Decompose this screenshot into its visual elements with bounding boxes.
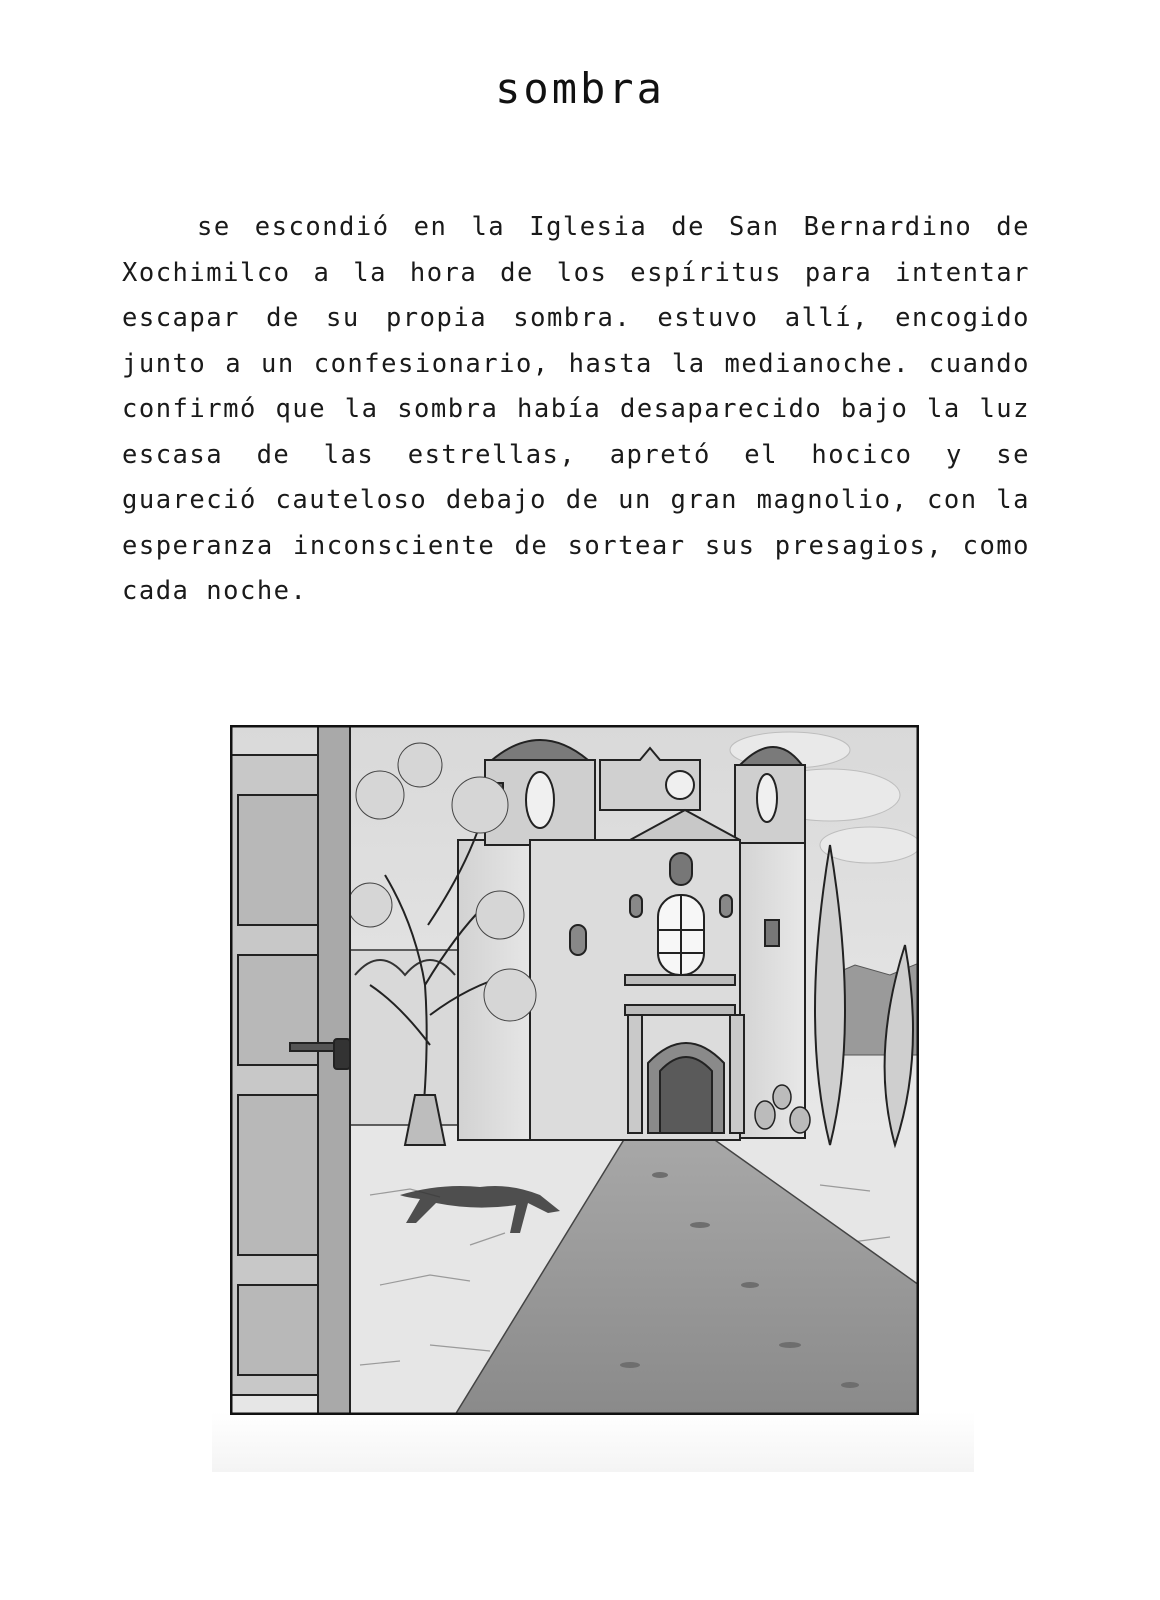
illustration-panel	[212, 722, 974, 1472]
church	[458, 740, 805, 1140]
church-courtyard-illustration	[230, 725, 919, 1415]
open-door	[230, 725, 350, 1415]
page-title: sombra	[495, 64, 665, 113]
story-paragraph: se escondió en la Iglesia de San Bernardino de Xochimilco a la hora de los espíritus para intentar escapar de su propia sombra. estuvo allí, encogido junto a un confesionario, hasta la medianoche. cuando confirmó que la sombra había desaparecido bajo la luz escasa de las estrellas, apretó el hocico y se guareció cauteloso debajo de un gran magnolio, con la esperanza inconsciente de sortear sus presagios, como cada noche.	[122, 212, 1030, 606]
